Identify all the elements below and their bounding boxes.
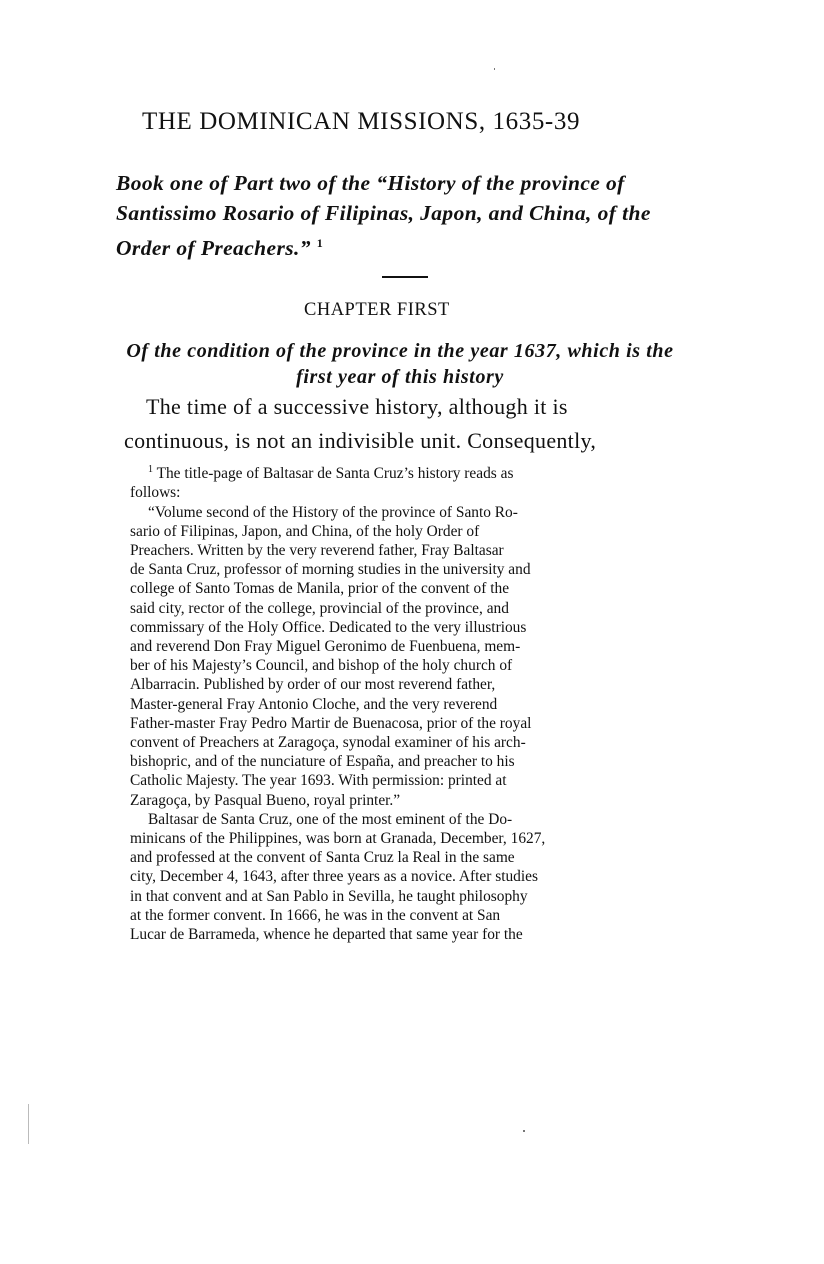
footnote-line: Zaragoça, by Pasqual Bueno, royal printer.” xyxy=(130,791,401,809)
chapter-heading: CHAPTER FIRST xyxy=(304,300,450,320)
footnote-line: Master-general Fray Antonio Cloche, and the very reverend xyxy=(130,695,498,713)
footnote-line: follows: xyxy=(130,484,181,502)
chapter-subtitle: Of the condition of the province in the year 1637, which is the first year of this history xyxy=(126,340,674,388)
running-head: THE DOMINICAN MISSIONS, 1635-39 xyxy=(142,108,581,135)
footnote-line: ber of his Majesty’s Council, and bishop of the holy church of xyxy=(130,657,513,675)
footnote-reference: 1 xyxy=(316,236,324,250)
footnote-line: Lucar de Barrameda, whence he departed that same year for the xyxy=(130,926,523,943)
section-divider xyxy=(382,276,428,278)
footnote-line: sario of Filipinas, Japon, and China, of the holy Order of xyxy=(130,522,480,540)
footnote-line: college of Santo Tomas de Manila, prior of the convent of the xyxy=(130,580,510,598)
footnote-line: Father-master Fray Pedro Martir de Buenacosa, prior of the royal xyxy=(130,714,532,732)
body-line: The time of a successive history, although it is xyxy=(146,394,568,419)
footnote-line: city, December 4, 1643, after three years as a novice. After studies xyxy=(130,868,538,886)
scan-speck xyxy=(523,1130,525,1132)
footnote-line: $^1$ The title-page of Baltasar de Santa Cruz’s history reads as xyxy=(148,464,514,483)
footnote-line: bishopric, and of the nunciature of España, and preacher to his xyxy=(130,753,515,771)
body-paragraph xyxy=(124,390,672,458)
footnote-line: “Volume second of the History of the province of Santo Ro- xyxy=(148,503,518,521)
footnote-line: minicans of the Philippines, was born at Granada, December, 1627, xyxy=(130,829,546,847)
footnote-line: Albarracin. Published by order of our most reverend father, xyxy=(130,676,496,694)
footnote-line: at the former convent. In 1666, he was in the convent at San xyxy=(130,906,501,924)
scan-speck xyxy=(28,1104,29,1144)
footnote-line: Baltasar de Santa Cruz, one of the most eminent of the Do- xyxy=(148,810,513,828)
footnote-line: convent of Preachers at Zaragoça, synodal examiner of his arch- xyxy=(130,733,526,751)
scan-speck xyxy=(494,68,495,70)
footnote-line: commissary of the Holy Office. Dedicated to the very illustrious xyxy=(130,618,527,636)
book-intro xyxy=(116,168,676,263)
footnote-line: and professed at the convent of Santa Cruz la Real in the same xyxy=(130,849,515,867)
footnote-line: said city, rector of the college, provincial of the province, and xyxy=(130,599,509,617)
footnote-marker: 1 xyxy=(148,464,153,475)
footnote xyxy=(130,460,678,944)
footnote-line: Preachers. Written by the very reverend father, Fray Baltasar xyxy=(130,541,504,559)
footnote-line: de Santa Cruz, professor of morning studies in the university and xyxy=(130,561,531,579)
book-intro-text: Book one of Part two of the “History of the province of Santissimo Rosario of Filipinas, Japon, and China, of the Order of Preachers.” xyxy=(116,171,651,261)
footnote-line: in that convent and at San Pablo in Sevilla, he taught philosophy xyxy=(130,887,528,905)
footnote-line: Catholic Majesty. The year 1693. With permission: printed at xyxy=(130,772,507,790)
body-line: continuous, is not an indivisible unit. Consequently, xyxy=(124,428,597,453)
footnote-line: and reverend Don Fray Miguel Geronimo de Fuenbuena, mem- xyxy=(130,637,521,655)
